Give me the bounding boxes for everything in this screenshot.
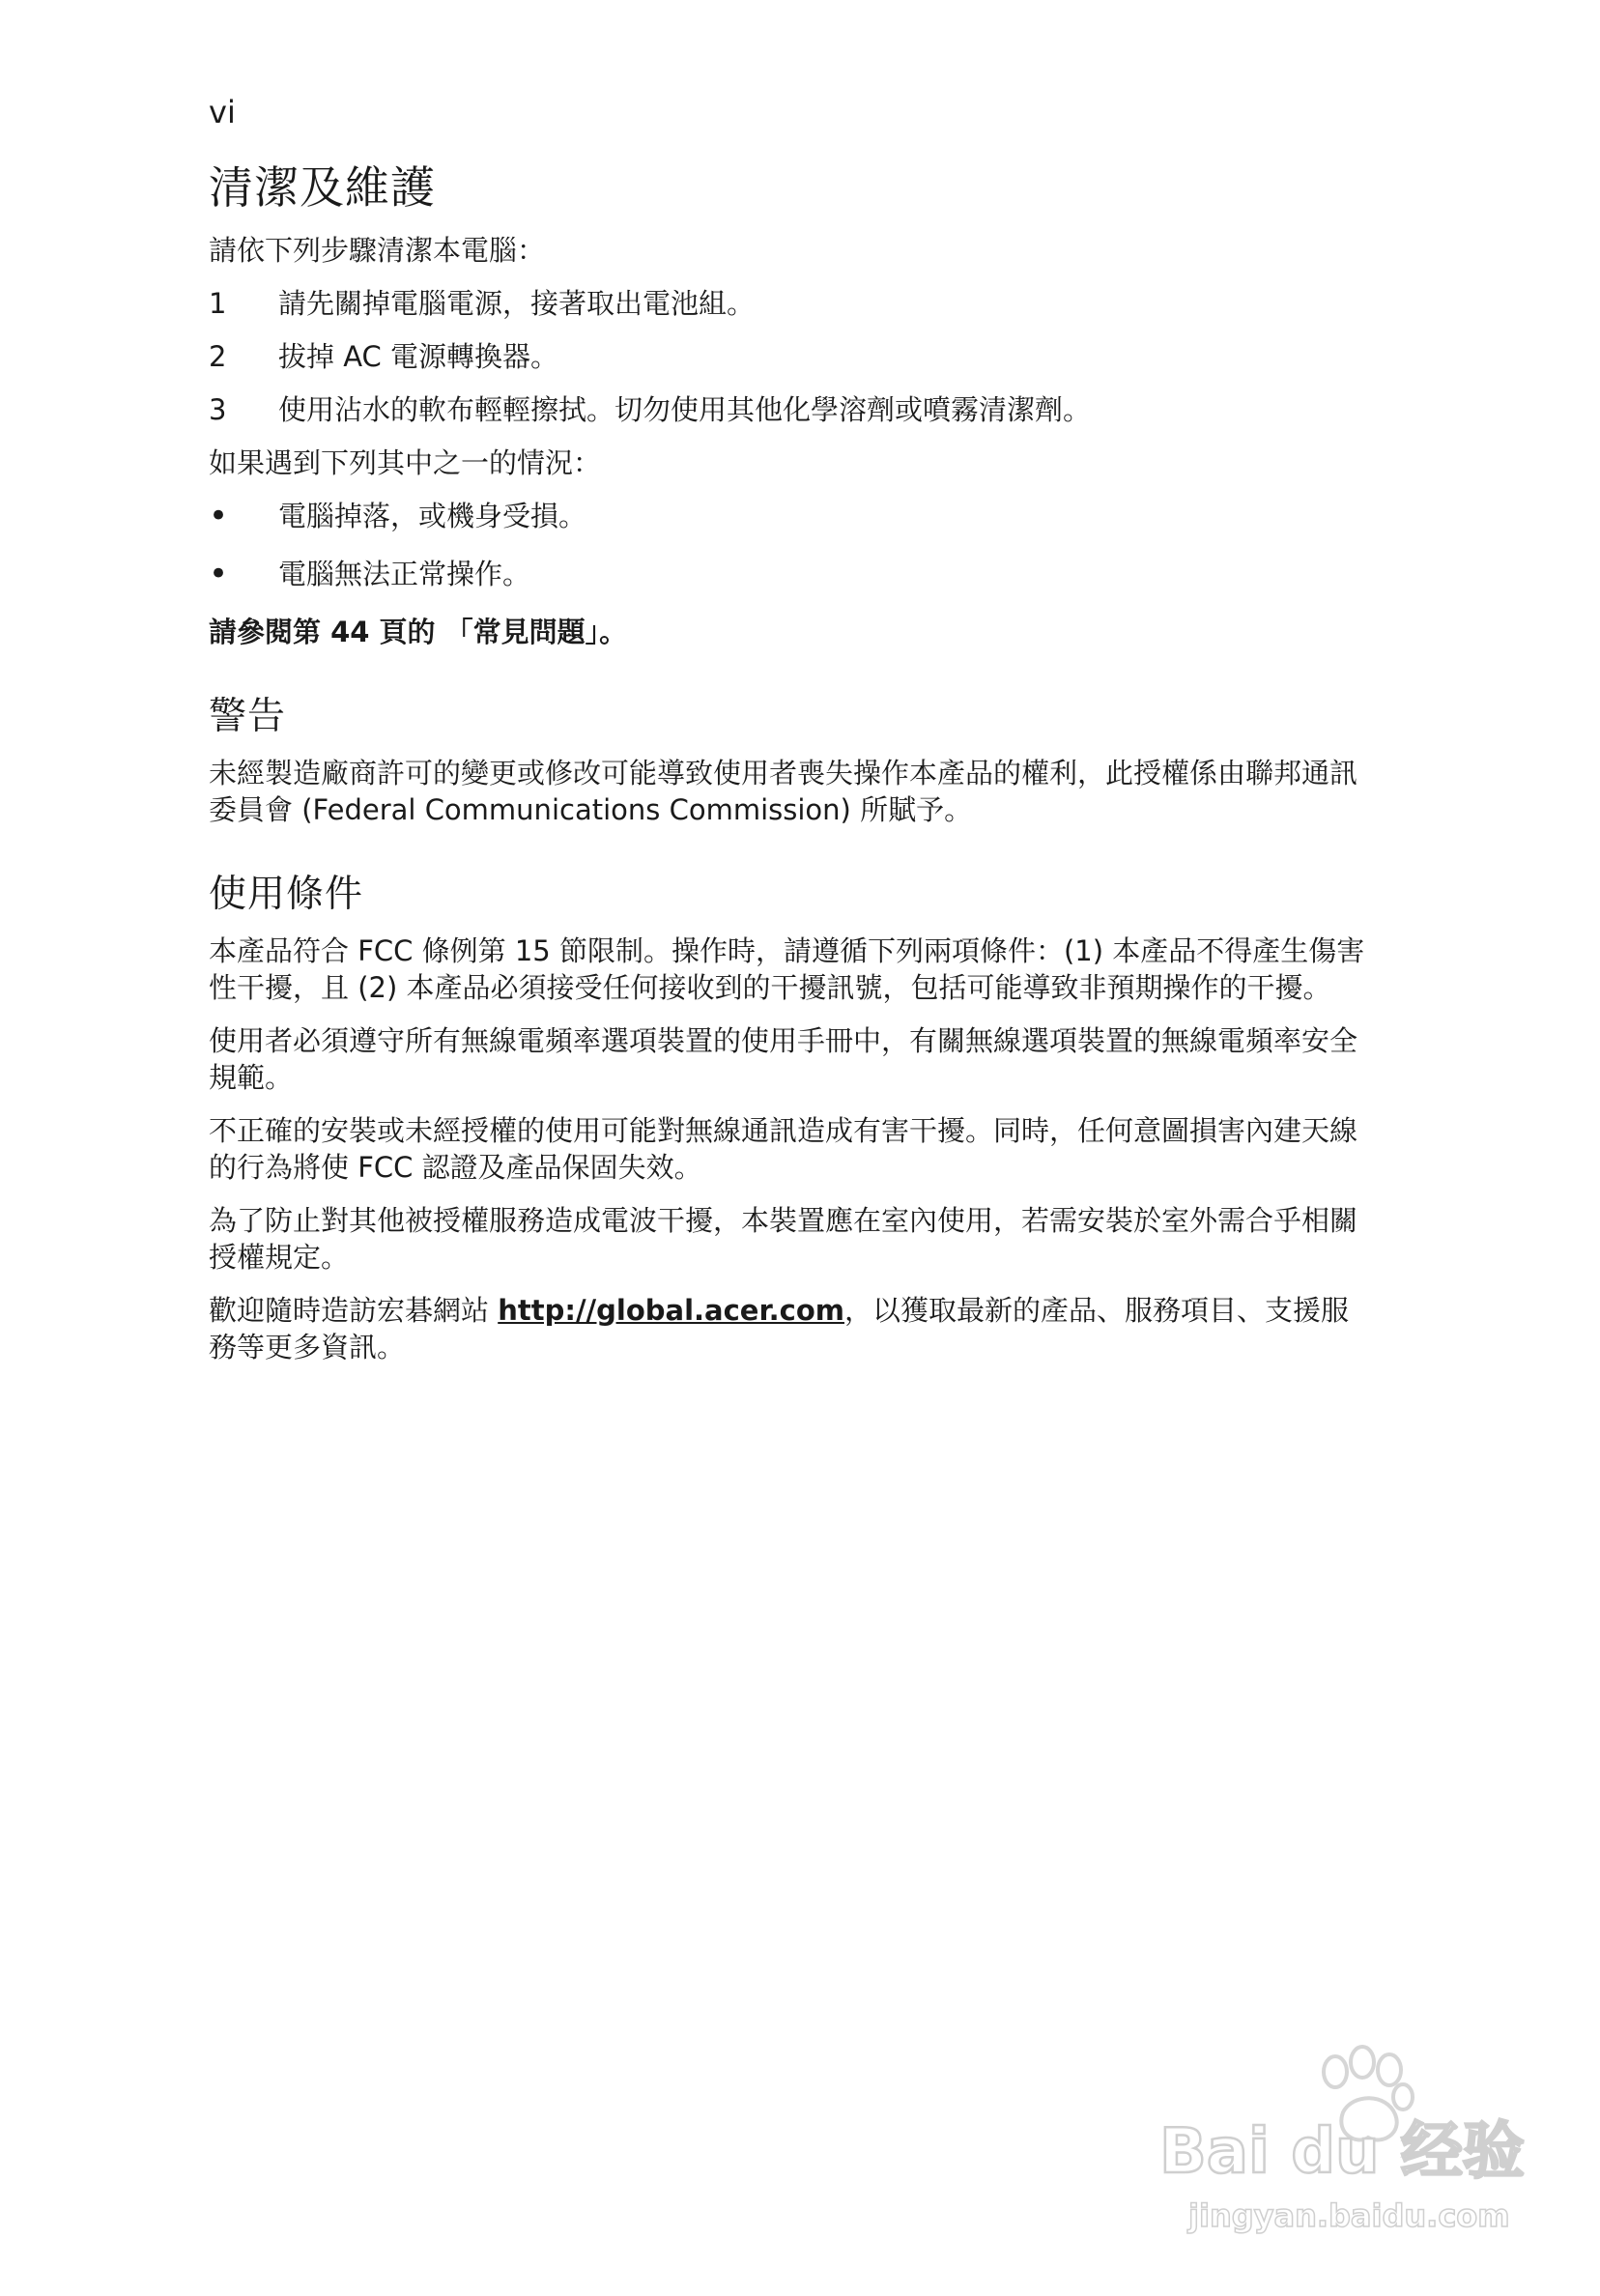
warning-text: 未經製造廠商許可的變更或修改可能導致使用者喪失操作本產品的權利，此授權係由聯邦通訊委員會 (Federal Communications Commission) 所賦予。 — [209, 757, 1358, 826]
step-text: 拔掉 AC 電源轉換器。 — [278, 340, 559, 373]
baidu-paw-logo-icon — [1121, 2037, 1527, 2250]
section-title-warning: 警告 — [209, 695, 287, 738]
section-title-cleaning: 清潔及維護 — [209, 161, 436, 214]
conditions-paragraph: 使用者必須遵守所有無線電頻率選項裝置的使用手冊中，有關無線選項裝置的無線電頻率安全規範。 — [209, 1024, 1358, 1094]
cases-intro: 如果遇到下列其中之一的情況： — [209, 446, 602, 479]
watermark-brand: Bai du 经验 — [1159, 2116, 1525, 2188]
cleaning-intro: 請依下列步驟清潔本電腦： — [209, 234, 546, 267]
step-number: 2 — [209, 340, 227, 373]
website-text-before: 歡迎隨時造訪宏碁網站 — [209, 1294, 499, 1327]
watermark-url: jingyan.baidu.com — [1188, 2197, 1510, 2234]
cleaning-steps-list — [209, 285, 1368, 428]
step-number: 3 — [209, 393, 227, 426]
step-text: 請先關掉電腦電源，接著取出電池組。 — [278, 287, 756, 320]
website-paragraph — [209, 1292, 1368, 1365]
cases-bullet-list — [209, 498, 1368, 592]
list-item — [209, 338, 1368, 375]
list-item — [209, 285, 1368, 322]
acer-website-link[interactable]: http://global.acer.com — [498, 1294, 844, 1327]
conditions-paragraph: 本產品符合 FCC 條例第 15 節限制。操作時，請遵循下列兩項條件：(1) 本產品不得產生傷害性干擾，且 (2) 本產品必須接受任何接收到的干擾訊號，包括可能導致非預期操作的干擾。 — [209, 934, 1365, 1004]
faq-reference: 請參閱第 44 頁的 「常見問題」。 — [209, 616, 628, 648]
conditions-paragraph: 不正確的安裝或未經授權的使用可能對無線通訊造成有害干擾。同時，任何意圖損害內建天線的行為將使 FCC 認證及產品保固失效。 — [209, 1114, 1358, 1184]
conditions-paragraph: 為了防止對其他被授權服務造成電波干擾，本裝置應在室內使用，若需安裝於室外需合乎相關授權規定。 — [209, 1204, 1358, 1274]
bullet-text: 電腦掉落，或機身受損。 — [278, 500, 587, 532]
list-item — [209, 391, 1368, 428]
step-text: 使用沾水的軟布輕輕擦拭。切勿使用其他化學溶劑或噴霧清潔劑。 — [278, 393, 1092, 426]
step-number: 1 — [209, 287, 227, 320]
document-page — [209, 93, 1368, 1382]
list-item — [209, 556, 1368, 592]
section-title-conditions: 使用條件 — [209, 873, 364, 916]
bullet-text: 電腦無法正常操作。 — [278, 558, 531, 590]
bullet-icon: • — [209, 497, 229, 535]
list-item — [209, 498, 1368, 534]
bullet-icon: • — [209, 555, 229, 593]
page-number: vi — [209, 94, 236, 130]
baidu-watermark — [1121, 2037, 1527, 2250]
website-text-after: ，以獲取最新的產品、服務項目、支援服務等更多資訊。 — [209, 1294, 1349, 1363]
